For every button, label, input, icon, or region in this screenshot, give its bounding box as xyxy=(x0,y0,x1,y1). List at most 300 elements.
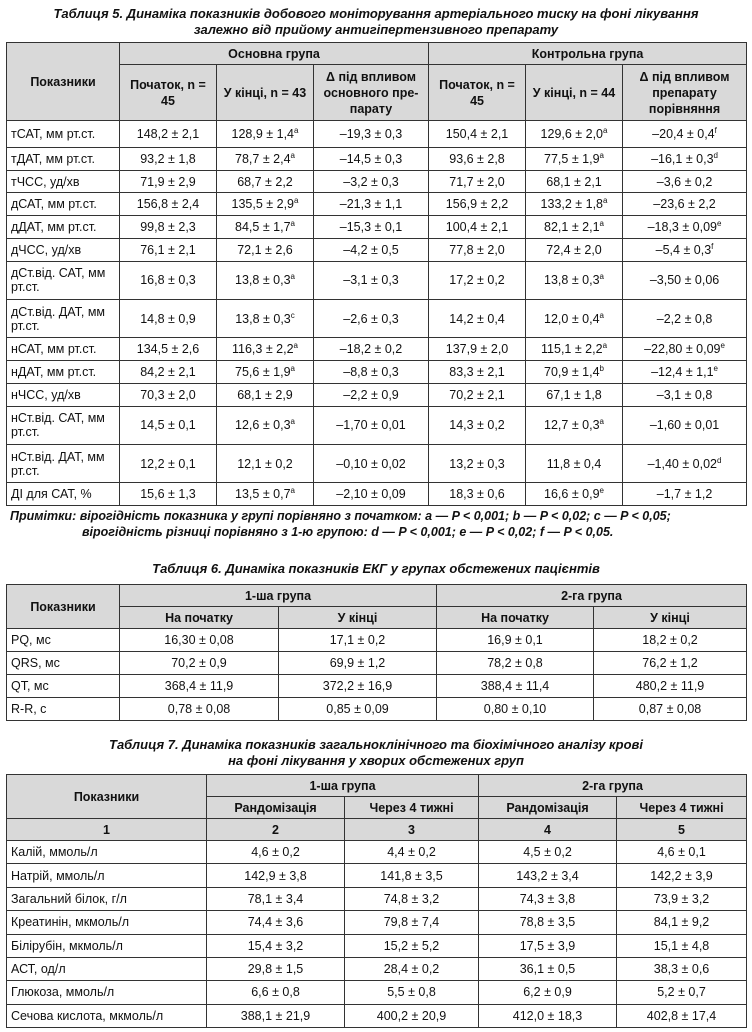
cell-c6 xyxy=(623,147,747,170)
cell-c4 xyxy=(429,121,526,148)
cell-c4 xyxy=(617,934,747,957)
cell-c1 xyxy=(207,841,345,864)
cell-c2-value: 69,9 ± 1,2 xyxy=(329,656,386,670)
t7-colnum-2: 2 xyxy=(207,819,345,841)
cell-c2-value: 78,7 ± 2,4 xyxy=(235,151,291,166)
t6-header-group1: 1-ша група xyxy=(120,585,437,607)
t7-colnum-5: 5 xyxy=(617,819,747,841)
row-label xyxy=(7,841,207,864)
cell-c4 xyxy=(429,170,526,193)
cell-c2-value: 141,8 ± 3,5 xyxy=(380,868,443,883)
cell-c5-value: 11,8 ± 0,4 xyxy=(546,456,602,471)
significance-mark: a xyxy=(602,341,608,351)
table-row xyxy=(7,957,747,980)
table-row xyxy=(7,675,747,698)
table-row xyxy=(7,698,747,721)
significance-mark: a xyxy=(603,125,608,135)
cell-c3-value: –14,5 ± 0,3 xyxy=(339,151,403,166)
cell-c4 xyxy=(594,652,747,675)
cell-c3-value: –19,3 ± 0,3 xyxy=(339,126,403,141)
row-label xyxy=(7,934,207,957)
t7-header-g2-random: Рандомізація xyxy=(479,797,617,819)
cell-c2 xyxy=(279,698,437,721)
cell-c4-value: 73,9 ± 3,2 xyxy=(653,891,710,906)
cell-c4 xyxy=(617,864,747,887)
row-label xyxy=(7,629,120,652)
cell-c4-value: 4,6 ± 0,1 xyxy=(657,845,706,860)
cell-c2-value: 75,6 ± 1,9 xyxy=(235,364,291,379)
row-label-value: нСт.від. ДАТ, мм рт.ст. xyxy=(11,449,105,478)
cell-c2-value: 0,85 ± 0,09 xyxy=(326,702,389,716)
cell-c5-value: 12,7 ± 0,3 xyxy=(544,418,600,433)
row-label-value: Натрій, ммоль/л xyxy=(11,868,105,883)
cell-c3 xyxy=(479,911,617,934)
cell-c2 xyxy=(217,300,314,338)
cell-c2 xyxy=(345,957,479,980)
cell-c3 xyxy=(479,957,617,980)
cell-c5 xyxy=(526,170,623,193)
cell-c5 xyxy=(526,338,623,361)
row-label-value: ДІ для САТ, % xyxy=(11,487,92,502)
cell-c1-value: 16,30 ± 0,08 xyxy=(164,633,234,647)
cell-c3 xyxy=(479,1004,617,1027)
row-label-value: нСАТ, мм рт.ст. xyxy=(11,342,97,357)
row-label xyxy=(7,193,120,216)
cell-c1-value: 76,1 ± 2,1 xyxy=(140,242,196,257)
cell-c6 xyxy=(623,238,747,261)
row-label xyxy=(7,361,120,384)
cell-c2-value: 79,8 ± 7,4 xyxy=(383,915,440,930)
cell-c1-value: 4,6 ± 0,2 xyxy=(251,845,300,860)
cell-c4 xyxy=(617,911,747,934)
table-row xyxy=(7,483,747,506)
table5-caption-line2: залежно від прийому антигіпертензивного препарату xyxy=(193,22,559,37)
cell-c4-value: 14,2 ± 0,4 xyxy=(449,311,505,326)
significance-mark: f xyxy=(711,241,714,251)
cell-c1 xyxy=(120,261,217,299)
significance-mark: a xyxy=(290,150,295,160)
cell-c1 xyxy=(207,864,345,887)
row-label xyxy=(7,911,207,934)
row-label-value: дСт.від. САТ, мм рт.ст. xyxy=(11,266,106,295)
cell-c1-value: 14,5 ± 0,1 xyxy=(140,418,196,433)
cell-c1 xyxy=(207,1004,345,1027)
cell-c1 xyxy=(120,652,279,675)
table-row xyxy=(7,238,747,261)
cell-c3 xyxy=(479,864,617,887)
significance-mark: a xyxy=(599,150,604,160)
t7-header-group2: 2-га група xyxy=(479,775,747,797)
significance-mark: e xyxy=(599,485,604,495)
cell-c5-value: 67,1 ± 1,8 xyxy=(546,387,602,402)
significance-mark: a xyxy=(599,272,604,282)
cell-c4 xyxy=(429,193,526,216)
cell-c6 xyxy=(623,444,747,482)
row-label-value: дЧСС, уд/хв xyxy=(11,242,82,257)
row-label xyxy=(7,338,120,361)
cell-c3-value: 143,2 ± 3,4 xyxy=(516,868,579,883)
cell-c6 xyxy=(623,121,747,148)
t7-body xyxy=(7,841,747,1028)
cell-c4 xyxy=(429,444,526,482)
t5-header-main-start: Початок, n = 45 xyxy=(120,65,217,121)
cell-c4-value: 93,6 ± 2,8 xyxy=(449,151,505,166)
cell-c1 xyxy=(207,981,345,1004)
cell-c2-value: 12,6 ± 0,3 xyxy=(235,418,291,433)
table-row xyxy=(7,981,747,1004)
cell-c1 xyxy=(120,444,217,482)
cell-c3-value: –4,2 ± 0,5 xyxy=(343,242,399,257)
cell-c4-value: 142,2 ± 3,9 xyxy=(650,868,713,883)
cell-c3 xyxy=(314,170,429,193)
cell-c2 xyxy=(217,121,314,148)
t7-header-g1-random: Рандомізація xyxy=(207,797,345,819)
cell-c4-value: 70,2 ± 2,1 xyxy=(449,387,505,402)
cell-c5 xyxy=(526,361,623,384)
cell-c2 xyxy=(217,483,314,506)
cell-c2 xyxy=(345,864,479,887)
cell-c4 xyxy=(617,841,747,864)
cell-c2 xyxy=(217,170,314,193)
t7-colnum-3: 3 xyxy=(345,819,479,841)
table5-notes-line1: Примітки: вірогідність показника у групі порівняно з початком: a — P < 0,001; b — P < 0,02; c — P < 0,05; xyxy=(10,509,671,523)
cell-c2 xyxy=(217,406,314,444)
cell-c1-value: 93,2 ± 1,8 xyxy=(140,151,196,166)
cell-c2 xyxy=(345,981,479,1004)
cell-c3-value: –18,2 ± 0,2 xyxy=(339,342,403,357)
cell-c1 xyxy=(120,300,217,338)
cell-c4-value: 0,87 ± 0,08 xyxy=(638,702,702,716)
table5-notes-line2: вірогідність різниці порівняно з 1-ю групою: d — P < 0,001; e — P < 0,02; f — P < 0,05. xyxy=(82,525,614,539)
cell-c4-value: 13,2 ± 0,3 xyxy=(449,456,505,471)
t5-header-ctrl-delta: Δ під впливом препарату порівняння xyxy=(623,65,747,121)
row-label-value: АСТ, од/л xyxy=(11,962,66,977)
significance-mark: a xyxy=(290,417,295,427)
cell-c2-value: 74,8 ± 3,2 xyxy=(383,891,440,906)
row-label-value: Сечова кислота, мкмоль/л xyxy=(11,1008,164,1023)
t6-header-group2: 2-га група xyxy=(437,585,747,607)
cell-c4 xyxy=(429,261,526,299)
row-label xyxy=(7,864,207,887)
row-label xyxy=(7,261,120,299)
cell-c4-value: 71,7 ± 2,0 xyxy=(449,174,505,189)
cell-c2 xyxy=(217,216,314,239)
cell-c3 xyxy=(437,675,594,698)
t6-header-g2-start: На початку xyxy=(437,607,594,629)
row-label-value: тДАТ, мм рт.ст. xyxy=(11,151,95,166)
cell-c1-value: 99,8 ± 2,3 xyxy=(140,220,196,235)
cell-c5-value: 77,5 ± 1,9 xyxy=(544,151,600,166)
cell-c3 xyxy=(314,338,429,361)
cell-c3-value: –3,1 ± 0,3 xyxy=(343,273,399,288)
cell-c6-value: –18,3 ± 0,09 xyxy=(647,220,718,235)
cell-c2 xyxy=(217,444,314,482)
cell-c5-value: 133,2 ± 1,8 xyxy=(540,197,604,212)
cell-c1 xyxy=(207,887,345,910)
cell-c5 xyxy=(526,216,623,239)
cell-c4 xyxy=(429,300,526,338)
cell-c1-value: 71,9 ± 2,9 xyxy=(140,174,196,189)
cell-c6-value: –1,40 ± 0,02 xyxy=(647,456,718,471)
cell-c6-value: –16,1 ± 0,3 xyxy=(651,151,714,166)
cell-c1-value: 70,2 ± 0,9 xyxy=(171,656,227,670)
cell-c6 xyxy=(623,261,747,299)
cell-c2-value: 4,4 ± 0,2 xyxy=(387,845,436,860)
cell-c6 xyxy=(623,216,747,239)
cell-c6 xyxy=(623,406,747,444)
cell-c2-value: 13,8 ± 0,3 xyxy=(235,311,291,326)
cell-c4-value: 18,2 ± 0,2 xyxy=(642,633,698,647)
cell-c1 xyxy=(120,698,279,721)
cell-c6-value: –12,4 ± 1,1 xyxy=(651,364,714,379)
cell-c1 xyxy=(120,629,279,652)
cell-c1 xyxy=(120,121,217,148)
row-label-value: QT, мс xyxy=(11,679,49,693)
cell-c3-value: 17,5 ± 3,9 xyxy=(519,938,576,953)
cell-c5 xyxy=(526,193,623,216)
cell-c2 xyxy=(279,629,437,652)
cell-c3-value: 388,4 ± 11,4 xyxy=(480,679,550,693)
cell-c6 xyxy=(623,383,747,406)
cell-c1-value: 14,8 ± 0,9 xyxy=(140,311,196,326)
t6-body xyxy=(7,629,747,721)
cell-c2-value: 84,5 ± 1,7 xyxy=(235,220,291,235)
cell-c2-value: 28,4 ± 0,2 xyxy=(383,962,440,977)
cell-c5-value: 72,4 ± 2,0 xyxy=(546,242,602,257)
cell-c5-value: 13,8 ± 0,3 xyxy=(544,273,600,288)
cell-c2 xyxy=(345,887,479,910)
cell-c6-value: –3,50 ± 0,06 xyxy=(649,273,720,288)
cell-c4 xyxy=(429,238,526,261)
significance-mark: d xyxy=(713,150,718,160)
cell-c6-value: –5,4 ± 0,3 xyxy=(655,242,712,257)
table-row xyxy=(7,147,747,170)
cell-c6-value: –22,80 ± 0,09 xyxy=(644,342,721,357)
table-row xyxy=(7,261,747,299)
table-row xyxy=(7,406,747,444)
row-label xyxy=(7,216,120,239)
cell-c3-value: –2,2 ± 0,9 xyxy=(343,387,399,402)
cell-c5-value: 129,6 ± 2,0 xyxy=(540,126,604,141)
t7-header-g2-after4: Через 4 тижні xyxy=(617,797,747,819)
cell-c5 xyxy=(526,300,623,338)
row-label-value: Загальний білок, г/л xyxy=(11,891,127,906)
cell-c3-value: 412,0 ± 18,3 xyxy=(512,1008,583,1023)
cell-c6 xyxy=(623,170,747,193)
cell-c3 xyxy=(479,841,617,864)
cell-c4-value: 84,1 ± 9,2 xyxy=(653,915,710,930)
cell-c4 xyxy=(617,887,747,910)
table7-caption-line2: на фоні лікування у хворих обстежених груп xyxy=(228,753,524,768)
row-label xyxy=(7,981,207,1004)
cell-c5 xyxy=(526,238,623,261)
table-row xyxy=(7,216,747,239)
table-row xyxy=(7,629,747,652)
significance-mark: a xyxy=(599,417,604,427)
cell-c2-value: 17,1 ± 0,2 xyxy=(329,633,386,647)
t6-header-indicators: Показники xyxy=(7,585,120,629)
cell-c4-value: 76,2 ± 1,2 xyxy=(642,656,698,670)
t5-header-indicators: Показники xyxy=(7,43,120,121)
cell-c3 xyxy=(314,483,429,506)
cell-c4-value: 38,3 ± 0,6 xyxy=(653,962,710,977)
row-label-value: дДАТ, мм рт.ст. xyxy=(11,220,97,235)
row-label-value: нСт.від. САТ, мм рт.ст. xyxy=(11,411,105,440)
cell-c4-value: 77,8 ± 2,0 xyxy=(449,242,505,257)
cell-c1-value: 70,3 ± 2,0 xyxy=(140,387,196,402)
cell-c1-value: 74,4 ± 3,6 xyxy=(247,915,304,930)
significance-mark: c xyxy=(290,310,295,320)
cell-c5 xyxy=(526,406,623,444)
t7-header-g1-after4: Через 4 тижні xyxy=(345,797,479,819)
cell-c1-value: 368,4 ± 11,9 xyxy=(164,679,234,693)
row-label xyxy=(7,675,120,698)
cell-c6-value: –23,6 ± 2,2 xyxy=(653,197,716,212)
table-row xyxy=(7,934,747,957)
cell-c3-value: 4,5 ± 0,2 xyxy=(523,845,572,860)
row-label xyxy=(7,444,120,482)
cell-c1 xyxy=(120,193,217,216)
cell-c2 xyxy=(345,934,479,957)
cell-c2-value: 128,9 ± 1,4 xyxy=(231,126,294,141)
cell-c1-value: 142,9 ± 3,8 xyxy=(244,868,307,883)
table5-caption-line1: Таблиця 5. Динаміка показників добового моніторування артеріального тиску на фоні лікування xyxy=(53,6,699,21)
cell-c4 xyxy=(594,629,747,652)
cell-c4-value: 15,1 ± 4,8 xyxy=(653,938,710,953)
significance-mark: d xyxy=(717,455,722,465)
table-row xyxy=(7,338,747,361)
t7-colnum-1: 1 xyxy=(7,819,207,841)
cell-c5 xyxy=(526,261,623,299)
cell-c4 xyxy=(429,361,526,384)
cell-c4-value: 18,3 ± 0,6 xyxy=(449,487,505,502)
significance-mark: e xyxy=(717,218,722,228)
cell-c5-value: 115,1 ± 2,2 xyxy=(541,342,603,357)
cell-c3 xyxy=(314,193,429,216)
cell-c2-value: 13,5 ± 0,7 xyxy=(235,487,291,502)
cell-c3 xyxy=(437,698,594,721)
table-row xyxy=(7,841,747,864)
row-label xyxy=(7,1004,207,1027)
table5 xyxy=(6,42,747,506)
cell-c1 xyxy=(120,238,217,261)
significance-mark: e xyxy=(720,341,725,351)
significance-mark: f xyxy=(714,125,717,135)
cell-c3 xyxy=(479,981,617,1004)
row-label-value: нЧСС, уд/хв xyxy=(11,387,81,402)
cell-c1-value: 16,8 ± 0,3 xyxy=(140,273,196,288)
cell-c5-value: 16,6 ± 0,9 xyxy=(544,487,600,502)
cell-c5-value: 82,1 ± 2,1 xyxy=(544,220,600,235)
significance-mark: a xyxy=(603,196,608,206)
cell-c2 xyxy=(217,238,314,261)
cell-c5-value: 12,0 ± 0,4 xyxy=(544,311,600,326)
cell-c2 xyxy=(217,261,314,299)
cell-c1 xyxy=(120,216,217,239)
cell-c4 xyxy=(429,406,526,444)
row-label-value: R-R, с xyxy=(11,702,47,716)
cell-c5 xyxy=(526,121,623,148)
cell-c2-value: 68,1 ± 2,9 xyxy=(237,387,293,402)
row-label xyxy=(7,238,120,261)
cell-c3 xyxy=(314,406,429,444)
cell-c4-value: 137,9 ± 2,0 xyxy=(445,342,509,357)
row-label xyxy=(7,147,120,170)
cell-c3 xyxy=(314,238,429,261)
cell-c1 xyxy=(120,675,279,698)
row-label-value: нДАТ, мм рт.ст. xyxy=(11,364,97,379)
significance-mark: a xyxy=(294,125,299,135)
cell-c6 xyxy=(623,483,747,506)
cell-c6 xyxy=(623,193,747,216)
cell-c6 xyxy=(623,361,747,384)
cell-c2-value: 68,7 ± 2,2 xyxy=(237,174,293,189)
table-row xyxy=(7,652,747,675)
row-label-value: Калій, ммоль/л xyxy=(11,845,98,860)
row-label-value: Білірубін, мкмоль/л xyxy=(11,938,123,953)
cell-c1 xyxy=(120,147,217,170)
cell-c4 xyxy=(594,675,747,698)
significance-mark: a xyxy=(290,272,295,282)
cell-c3-value: 78,8 ± 3,5 xyxy=(519,915,576,930)
significance-mark: a xyxy=(290,218,295,228)
cell-c1-value: 84,2 ± 2,1 xyxy=(140,364,196,379)
cell-c2-value: 15,2 ± 5,2 xyxy=(383,938,440,953)
cell-c1 xyxy=(120,170,217,193)
cell-c1 xyxy=(120,383,217,406)
table6-caption: Таблиця 6. Динаміка показників ЕКГ у групах обстежених пацієнтів xyxy=(152,561,600,576)
cell-c5 xyxy=(526,483,623,506)
cell-c4 xyxy=(594,698,747,721)
table7 xyxy=(6,774,747,1028)
table-row xyxy=(7,887,747,910)
t6-header-g2-end: У кінці xyxy=(594,607,747,629)
cell-c6-value: –20,4 ± 0,4 xyxy=(652,126,715,141)
significance-mark: a xyxy=(290,363,295,373)
t5-header-main-delta: Δ під впливом основного пре-парату xyxy=(314,65,429,121)
cell-c3-value: –1,70 ± 0,01 xyxy=(336,418,406,433)
cell-c3 xyxy=(314,300,429,338)
cell-c2-value: 135,5 ± 2,9 xyxy=(231,197,294,212)
t5-header-ctrl-end: У кінці, n = 44 xyxy=(526,65,623,121)
cell-c1-value: 29,8 ± 1,5 xyxy=(247,962,304,977)
row-label-value: PQ, мс xyxy=(11,633,51,647)
cell-c1-value: 156,8 ± 2,4 xyxy=(136,197,200,212)
cell-c2-value: 5,5 ± 0,8 xyxy=(387,985,436,1000)
cell-c3 xyxy=(314,444,429,482)
cell-c2 xyxy=(345,841,479,864)
cell-c3-value: –2,6 ± 0,3 xyxy=(343,311,399,326)
cell-c5 xyxy=(526,147,623,170)
cell-c3-value: 6,2 ± 0,9 xyxy=(523,985,572,1000)
cell-c2 xyxy=(217,193,314,216)
table-row xyxy=(7,193,747,216)
cell-c5-value: 70,9 ± 1,4 xyxy=(544,364,600,379)
row-label-value: тЧСС, уд/хв xyxy=(11,174,80,189)
cell-c1 xyxy=(120,406,217,444)
table-row xyxy=(7,361,747,384)
cell-c4 xyxy=(617,1004,747,1027)
table6 xyxy=(6,584,747,721)
table-row xyxy=(7,911,747,934)
t5-body xyxy=(7,121,747,506)
t6-header-g1-start: На початку xyxy=(120,607,279,629)
cell-c3 xyxy=(314,216,429,239)
cell-c4 xyxy=(617,981,747,1004)
cell-c2 xyxy=(217,383,314,406)
cell-c5 xyxy=(526,444,623,482)
cell-c4-value: 156,9 ± 2,2 xyxy=(445,197,509,212)
